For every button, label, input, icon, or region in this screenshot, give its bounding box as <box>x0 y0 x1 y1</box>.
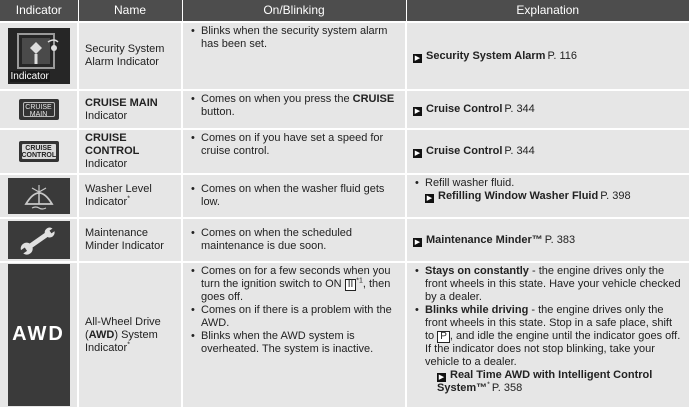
reference-page: P. 344 <box>504 103 535 115</box>
on-blinking-item <box>189 265 399 304</box>
footnote-marker: *1 <box>356 277 363 285</box>
cross-reference-link[interactable] <box>413 369 683 395</box>
indicator-cell <box>0 22 78 90</box>
on-blinking-cell <box>182 129 406 174</box>
name-cell <box>78 218 182 262</box>
indicator-name-rest: Indicator <box>85 158 128 170</box>
awd-icon <box>8 264 70 406</box>
table-header-row <box>0 0 689 22</box>
indicator-name-bold: CRUISE CONTROL <box>85 132 140 157</box>
explanation-cell <box>406 129 689 174</box>
on-blinking-item: • Comes on when the washer fluid gets low. <box>189 183 399 209</box>
name-cell <box>78 90 182 129</box>
footnote-marker: * <box>127 340 130 348</box>
explanation-item: • Refill washer fluid. <box>413 177 683 190</box>
explanation-cell <box>406 174 689 218</box>
indicator-name: Washer Level Indicator <box>85 183 152 208</box>
name-cell <box>78 174 182 218</box>
reference-page: P. 358 <box>491 382 523 394</box>
security-system-alarm-indicator-icon <box>8 28 70 84</box>
explanation-item <box>413 304 683 369</box>
reference-arrow-icon: ▶ <box>438 374 445 381</box>
cruise-control-icon <box>19 141 59 162</box>
indicator-name: Maintenance Minder Indicator <box>85 227 164 252</box>
indicator-name: All-Wheel Drive ( <box>85 315 161 341</box>
reference-page: P. 344 <box>504 145 535 157</box>
table-row <box>0 262 689 408</box>
on-blinking-item: • Comes on when the scheduled maintenance is due soon. <box>189 227 399 253</box>
reference-arrow-icon: ▶ <box>414 150 421 157</box>
table-row <box>0 90 689 129</box>
indicator-label: Indicator <box>10 71 49 82</box>
reference-title: Maintenance Minder™ <box>426 233 543 246</box>
header-indicator: Indicator <box>0 0 78 22</box>
on-blinking-cell <box>182 22 406 90</box>
on-blinking-item: • Comes on if you have set a speed for cruise control. <box>189 132 399 158</box>
header-on-blinking: On/Blinking <box>182 0 406 22</box>
on-blinking-item: • Blinks when the AWD system is overheated. The system is inactive. <box>189 330 399 356</box>
explanation-cell <box>406 218 689 262</box>
header-explanation: Explanation <box>406 0 689 22</box>
reference-title: Real Time AWD with Intelligent Control System™ <box>437 369 653 394</box>
on-blinking-cell <box>182 90 406 129</box>
on-text-bold: CRUISE <box>352 93 395 105</box>
reference-title: Refilling Window Washer Fluid <box>438 190 599 202</box>
reference-title: Security System Alarm <box>426 49 546 62</box>
shift-position-key: P <box>437 331 450 343</box>
on-text: Comes on when you press the <box>201 93 353 105</box>
indicator-cell <box>0 129 78 174</box>
indicator-name: Security System Alarm Indicator <box>85 43 165 68</box>
indicator-cell <box>0 218 78 262</box>
name-cell <box>78 22 182 90</box>
on-text: button. <box>201 106 235 118</box>
reference-arrow-icon: ▶ <box>414 54 421 62</box>
cross-reference-link[interactable] <box>413 145 683 158</box>
explanation-bold: Stays on constantly <box>425 265 529 277</box>
on-blinking-cell <box>182 174 406 218</box>
cruise-main-icon <box>19 99 59 120</box>
explanation-cell <box>406 22 689 90</box>
indicator-cell <box>0 174 78 218</box>
indicator-name-bold: CRUISE MAIN <box>85 96 158 109</box>
reference-title: Cruise Control <box>426 145 503 157</box>
cross-reference-link[interactable] <box>413 103 683 116</box>
awd-icon-label: AWD <box>12 323 65 345</box>
table-row <box>0 218 689 262</box>
explanation-text: - the engine drives only the front wheels in this state. Stop in a safe place, shift to <box>425 304 673 342</box>
cross-reference-link[interactable] <box>413 234 683 247</box>
on-text: , then goes off. <box>201 278 391 303</box>
reference-title: Cruise Control <box>426 103 503 115</box>
cruise-main-icon-label: CRUISE MAIN <box>23 102 55 117</box>
reference-page: P. 398 <box>600 190 631 202</box>
reference-page: P. 116 <box>547 49 578 62</box>
cross-reference-link[interactable] <box>413 50 683 63</box>
on-blinking-cell <box>182 262 406 408</box>
indicator-cell <box>0 262 78 408</box>
explanation-text: - the engine drives only the front wheels in this state. Have your vehicle checked by a dealer. <box>425 265 681 303</box>
indicator-cell <box>0 90 78 129</box>
reference-arrow-icon: ▶ <box>414 108 421 115</box>
reference-arrow-icon: ▶ <box>414 238 421 246</box>
footnote-marker: * <box>487 381 490 389</box>
explanation-bold: Blinks while driving <box>425 304 529 316</box>
on-blinking-item <box>189 93 399 119</box>
cross-reference-link[interactable] <box>413 190 683 203</box>
name-cell <box>78 129 182 174</box>
table-row <box>0 174 689 218</box>
washer-level-icon <box>8 178 70 214</box>
ignition-position-key: II <box>345 279 357 291</box>
name-cell <box>78 262 182 408</box>
explanation-item <box>413 265 683 304</box>
header-name: Name <box>78 0 182 22</box>
wrench-icon <box>8 221 70 259</box>
indicator-name-rest: Indicator <box>85 109 128 122</box>
table-row <box>0 129 689 174</box>
explanation-cell <box>406 262 689 408</box>
indicator-name-bold: AWD <box>88 328 115 341</box>
reference-arrow-icon: ▶ <box>426 195 433 202</box>
on-blinking-item: • Comes on if there is a problem with the AWD. <box>189 304 399 330</box>
table-row <box>0 22 689 90</box>
on-blinking-item: • Blinks when the security system alarm has been set. <box>189 25 399 51</box>
explanation-text: , and idle the engine until the indicator goes off. If the indicator does not stop blinking, take your vehicle to a dealer. <box>425 330 681 368</box>
footnote-marker: * <box>127 195 130 203</box>
explanation-cell <box>406 90 689 129</box>
reference-page: P. 383 <box>544 233 576 246</box>
cruise-control-icon-label: CRUISE CONTROL <box>21 145 57 159</box>
on-blinking-cell <box>182 218 406 262</box>
indicator-name: ) System Indicator <box>85 328 158 354</box>
on-text: Comes on for a few seconds when you turn the ignition switch to ON <box>201 265 391 290</box>
